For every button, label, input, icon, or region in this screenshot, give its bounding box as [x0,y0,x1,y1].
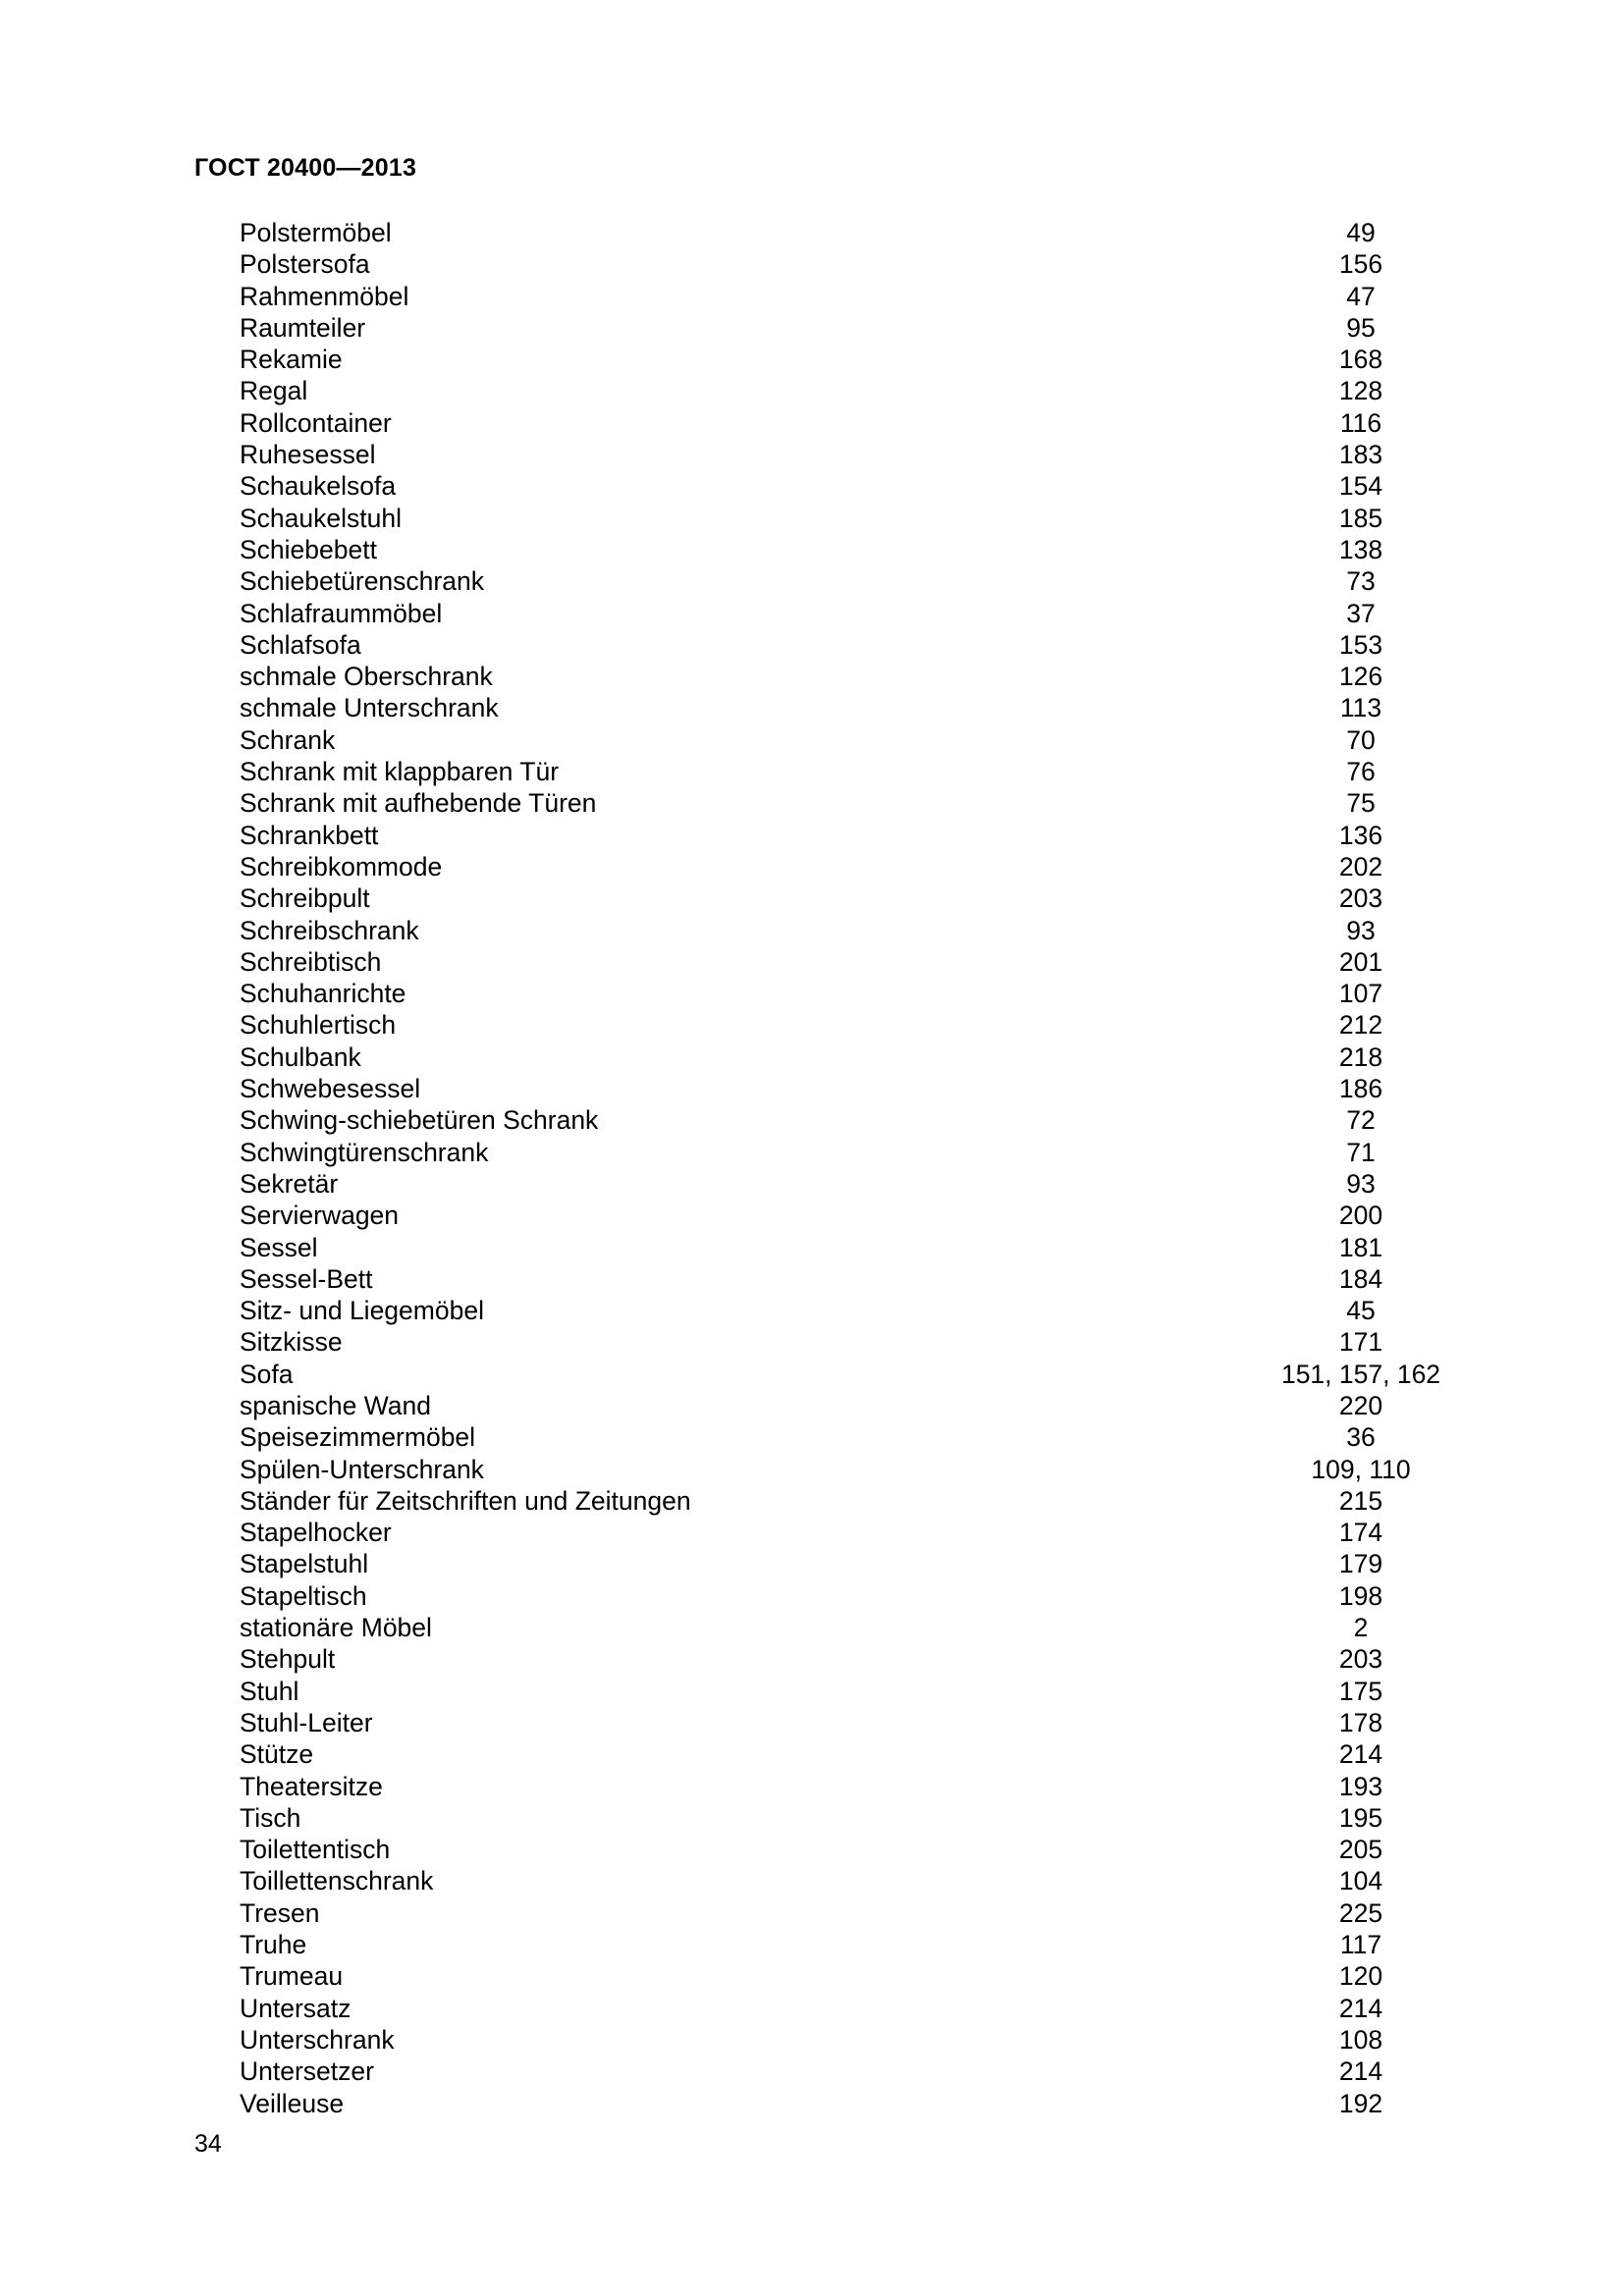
index-reference-number: 93 [1346,915,1376,945]
index-term: Sofa [240,1359,294,1389]
index-term: Schrank mit klappbaren Tür [240,757,560,787]
index-term: Untersetzer [240,2056,374,2087]
index-reference-number: 183 [1338,440,1383,470]
index-entry [240,1200,1477,1231]
index-entry [240,756,1477,787]
index-reference-number: 126 [1338,662,1383,692]
document-header: ГОСТ 20400—2013 [194,154,417,182]
index-reference-number: 153 [1338,629,1383,660]
index-reference-number: 107 [1338,979,1383,1009]
index-reference-number: 45 [1346,1296,1376,1326]
index-reference-number: 47 [1346,281,1376,311]
index-term: stationäre Möbel [240,1613,432,1643]
index-entry [240,882,1477,914]
index-term: schmale Unterschrank [240,693,499,723]
index-term: Schreibtisch [240,946,382,977]
index-entry [240,1168,1477,1200]
index-term: Toillettenschrank [240,1866,434,1896]
index-term: Schrank mit aufhebende Türen [240,788,597,819]
index-term: Raumteiler [240,312,366,343]
index-entry [240,661,1477,692]
index-entry [240,1548,1477,1579]
index-term: Untersatz [240,1993,352,2023]
index-term: Truhe [240,1930,307,1960]
index-entry [240,1580,1477,1612]
index-term: Stapeltisch [240,1580,367,1611]
index-reference-number: 215 [1338,1485,1383,1516]
index-reference-number: 214 [1338,1993,1383,2023]
index-entry [240,2024,1477,2056]
index-list [240,217,1477,2119]
index-term: Stapelstuhl [240,1549,369,1579]
index-term: Sessel [240,1232,318,1262]
index-term: Schrank [240,724,336,755]
index-reference-number: 95 [1346,312,1376,343]
index-reference-number: 218 [1338,1041,1383,1072]
index-term: Schreibpult [240,883,370,914]
index-reference-number: 70 [1346,724,1376,755]
index-term: Sessel-Bett [240,1263,373,1294]
index-entry [240,503,1477,534]
index-reference-number: 186 [1338,1074,1383,1104]
index-entry [240,281,1477,312]
index-entry [240,1897,1477,1929]
index-reference-number: 174 [1338,1518,1383,1548]
index-term: Servierwagen [240,1201,400,1231]
index-entry [240,1865,1477,1896]
index-entry [240,629,1477,661]
index-entry [240,692,1477,723]
index-reference-number: 151, 157, 162 [1280,1359,1441,1389]
index-reference-number: 198 [1338,1580,1383,1611]
index-term: Tisch [240,1802,301,1833]
index-term: Schaukelsofa [240,471,397,502]
index-term: spanische Wand [240,1390,431,1420]
index-reference-number: 109, 110 [1311,1454,1411,1484]
index-entry [240,470,1477,502]
index-entry [240,1738,1477,1770]
index-term: Ruhesessel [240,440,376,470]
index-reference-number: 168 [1338,345,1383,375]
index-reference-number: 37 [1346,598,1376,628]
index-reference-number: 128 [1338,376,1383,406]
index-entry [240,851,1477,882]
index-reference-number: 36 [1346,1422,1376,1453]
index-term: Schiebebett [240,534,377,564]
index-entry [240,1707,1477,1738]
index-reference-number: 212 [1338,1010,1383,1041]
index-entry [240,1960,1477,1992]
index-reference-number: 138 [1338,534,1383,564]
index-term: Stütze [240,1739,314,1770]
index-entry [240,248,1477,280]
index-term: Rollcontainer [240,407,392,438]
index-reference-number: 175 [1338,1676,1383,1706]
index-entry [240,978,1477,1009]
index-term: Veilleuse [240,2088,345,2118]
index-entry [240,1359,1477,1390]
index-reference-number: 73 [1346,566,1376,597]
index-entry [240,1929,1477,1960]
index-reference-number: 93 [1346,1168,1376,1199]
index-entry [240,1421,1477,1453]
index-entry [240,1263,1477,1295]
index-reference-number: 136 [1338,820,1383,850]
index-entry [240,1485,1477,1517]
index-term: Stuhl-Leiter [240,1707,373,1737]
index-reference-number: 193 [1338,1771,1383,1801]
index-entry [240,1104,1477,1136]
index-reference-number: 171 [1338,1327,1383,1358]
index-reference-number: 214 [1338,1739,1383,1770]
index-term: Schreibschrank [240,915,419,945]
index-term: Schrankbett [240,820,379,850]
index-entry [240,1612,1477,1643]
index-reference-number: 71 [1346,1137,1376,1167]
index-term: Schwingtürenschrank [240,1137,489,1167]
index-reference-number: 181 [1338,1232,1383,1262]
index-term: Regal [240,376,308,406]
index-term: Ständer für Zeitschriften und Zeitungen [240,1485,691,1516]
index-reference-number: 116 [1339,407,1382,438]
index-entry [240,1009,1477,1041]
index-reference-number: 195 [1338,1802,1383,1833]
index-entry [240,2056,1477,2087]
index-entry [240,1232,1477,1263]
index-reference-number: 185 [1338,503,1383,533]
index-term: Spülen-Unterschrank [240,1454,484,1484]
index-term: Rahmenmöbel [240,281,409,311]
index-entry [240,1326,1477,1358]
index-term: Schlafsofa [240,629,361,660]
index-reference-number: 179 [1338,1549,1383,1579]
index-reference-number: 205 [1338,1835,1383,1865]
index-term: Schulbank [240,1041,361,1072]
index-entry [240,1295,1477,1326]
index-reference-number: 120 [1338,1961,1383,1992]
index-entry [240,1041,1477,1073]
index-reference-number: 203 [1338,883,1383,914]
index-reference-number: 192 [1338,2088,1383,2118]
index-entry [240,787,1477,819]
page-number: 34 [194,2130,222,2158]
index-reference-number: 2 [1353,1613,1369,1643]
index-term: Schiebetürenschrank [240,566,484,597]
index-reference-number: 104 [1338,1866,1383,1896]
index-term: Schuhanrichte [240,979,406,1009]
index-reference-number: 202 [1338,851,1383,881]
index-entry [240,2088,1477,2119]
index-term: Trumeau [240,1961,344,1992]
index-reference-number: 108 [1338,2024,1383,2055]
index-entry [240,565,1477,597]
index-term: Theatersitze [240,1771,383,1801]
index-term: Schwebesessel [240,1074,421,1104]
index-entry [240,1137,1477,1168]
index-term: Schreibkommode [240,851,443,881]
index-entry [240,1517,1477,1548]
index-entry [240,312,1477,344]
index-reference-number: 225 [1338,1897,1383,1928]
index-reference-number: 178 [1338,1707,1383,1737]
index-entry [240,915,1477,946]
index-entry [240,1676,1477,1707]
index-term: Polstersofa [240,249,370,280]
index-reference-number: 72 [1346,1105,1376,1136]
index-reference-number: 184 [1338,1263,1383,1294]
index-reference-number: 113 [1339,693,1382,723]
index-term: Sitz- und Liegemöbel [240,1296,484,1326]
index-term: Stehpult [240,1644,336,1675]
index-term: Stuhl [240,1676,299,1706]
index-entry [240,1454,1477,1485]
index-entry [240,407,1477,439]
index-term: Schlafraummöbel [240,598,443,628]
index-entry [240,534,1477,565]
index-entry [240,820,1477,851]
index-entry [240,217,1477,248]
index-term: Schwing-schiebetüren Schrank [240,1105,599,1136]
index-reference-number: 201 [1338,946,1383,977]
index-reference-number: 49 [1346,218,1376,247]
index-term: Stapelhocker [240,1518,392,1548]
index-reference-number: 200 [1338,1201,1383,1231]
index-entry [240,439,1477,470]
index-entry [240,1643,1477,1675]
index-entry [240,1073,1477,1104]
index-term: Schaukelstuhl [240,503,402,533]
index-reference-number: 75 [1346,788,1376,819]
index-entry [240,724,1477,756]
index-entry [240,1390,1477,1421]
index-term: Unterschrank [240,2024,395,2055]
index-entry [240,1993,1477,2024]
index-term: Sekretär [240,1168,339,1199]
index-reference-number: 214 [1338,2056,1383,2087]
index-reference-number: 156 [1338,249,1383,280]
index-entry [240,375,1477,406]
index-entry [240,598,1477,629]
index-entry [240,1771,1477,1802]
index-entry [240,946,1477,978]
index-term: Sitzkisse [240,1327,343,1358]
index-reference-number: 203 [1338,1644,1383,1675]
index-entry [240,1802,1477,1834]
index-reference-number: 76 [1346,757,1376,787]
index-term: Polstermöbel [240,218,392,247]
index-reference-number: 220 [1338,1390,1383,1420]
index-term: Rekamie [240,345,343,375]
index-reference-number: 154 [1338,471,1383,502]
index-term: Toilettentisch [240,1835,391,1865]
index-term: schmale Oberschrank [240,662,493,692]
index-term: Schuhlertisch [240,1010,397,1041]
index-entry [240,344,1477,375]
index-reference-number: 117 [1339,1930,1382,1960]
index-entry [240,1834,1477,1865]
index-term: Tresen [240,1897,320,1928]
index-term: Speisezimmermöbel [240,1422,476,1453]
